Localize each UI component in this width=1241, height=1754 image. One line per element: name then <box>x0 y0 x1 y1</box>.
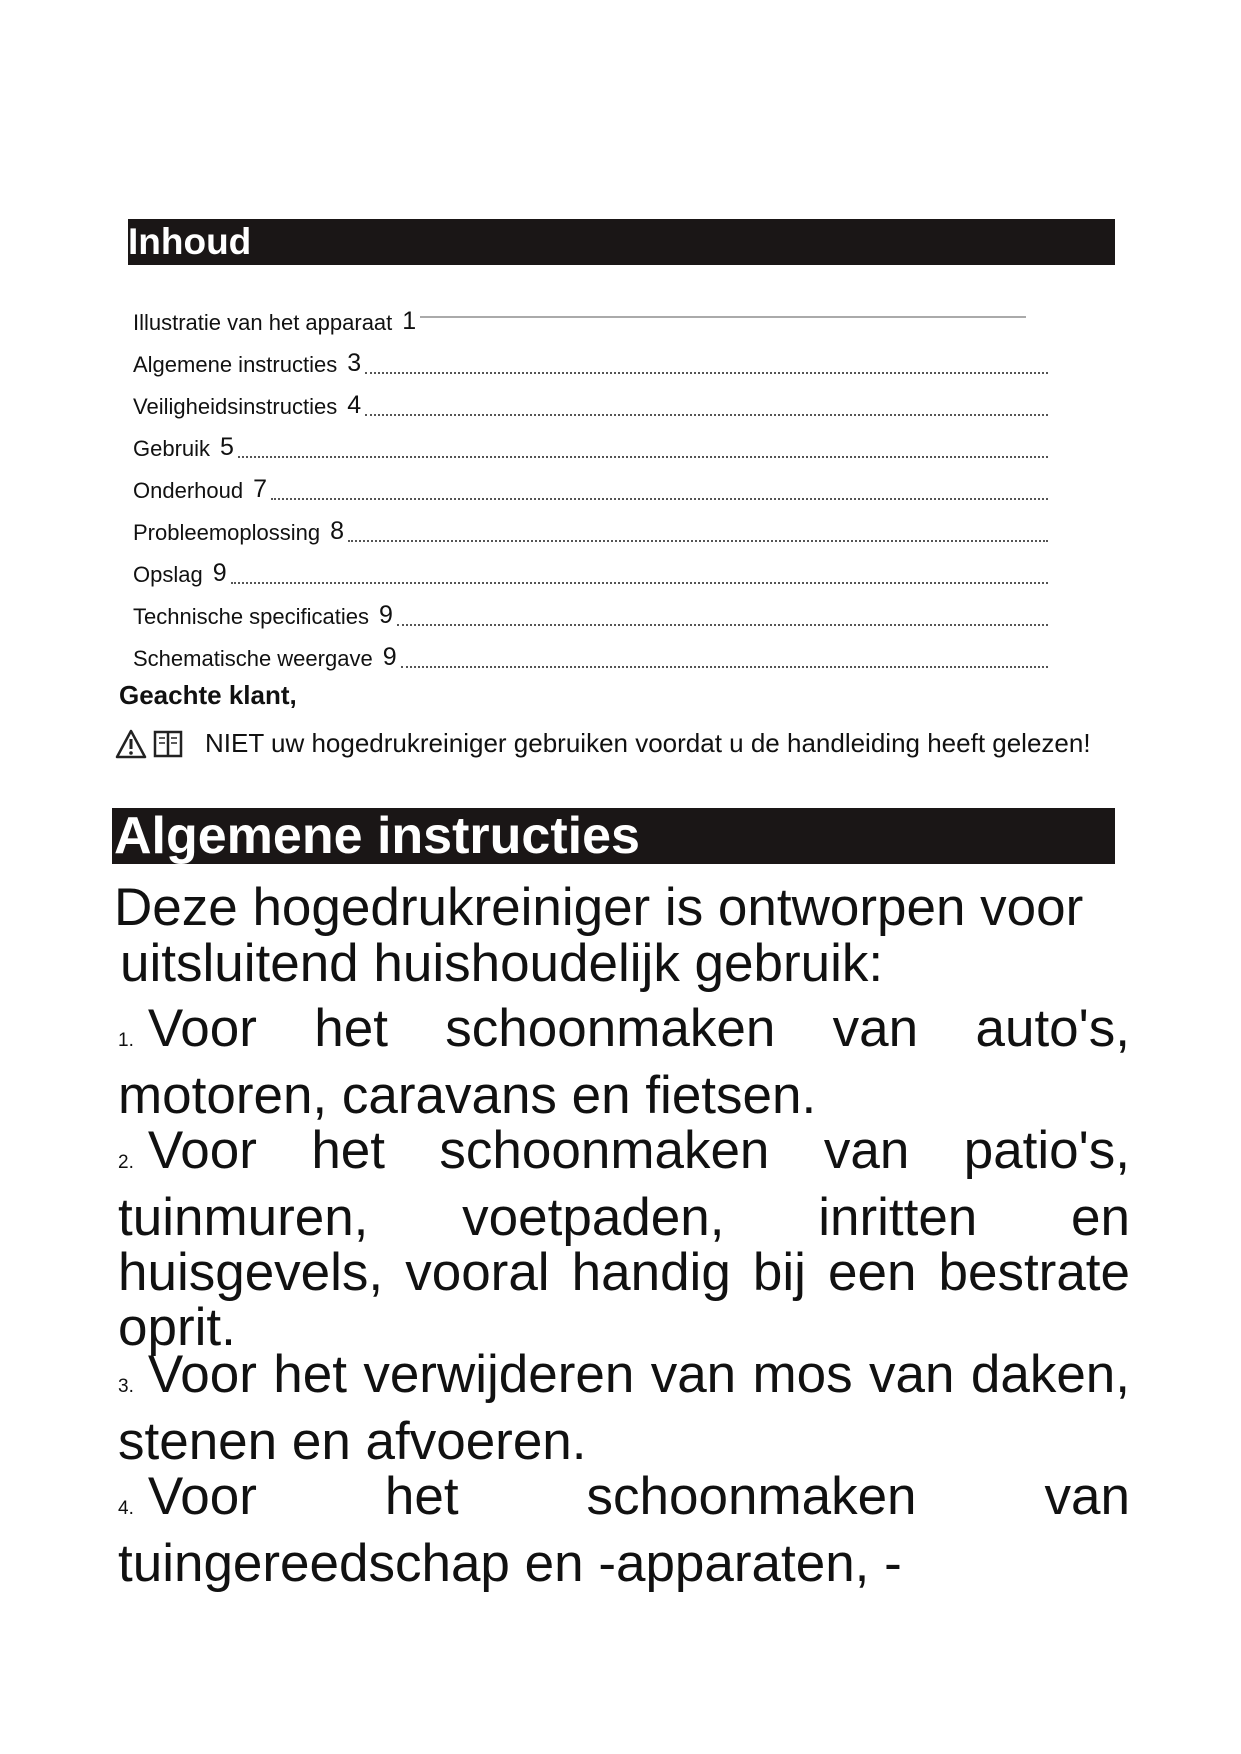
list-item <box>118 1123 1130 1355</box>
toc-entry[interactable] <box>133 378 1048 420</box>
toc-entry-label: Onderhoud <box>133 478 244 503</box>
table-of-contents <box>133 294 1048 672</box>
toc-entry[interactable] <box>133 588 1048 630</box>
toc-entry-label: Algemene instructies <box>133 352 338 377</box>
section-title: Algemene instructies <box>114 807 640 865</box>
toc-entry-page: 1 <box>402 307 417 335</box>
list-item <box>118 1001 1130 1123</box>
list-item <box>118 1347 1130 1469</box>
toc-entry-label: Opslag <box>133 562 203 587</box>
warning-notice <box>115 728 1091 759</box>
toc-entry[interactable] <box>133 630 1048 672</box>
toc-leader-line <box>238 456 1048 458</box>
toc-leader-line <box>365 414 1048 416</box>
toc-entry-label: Gebruik <box>133 436 211 461</box>
toc-entry-page: 5 <box>220 433 234 461</box>
toc-leader-line <box>397 624 1048 626</box>
list-item-number: 1. <box>118 1030 134 1051</box>
toc-entry[interactable] <box>133 294 1048 336</box>
toc-leader-line <box>365 372 1048 374</box>
toc-leader-line <box>231 582 1048 584</box>
toc-entry-label: Schematische weergave <box>133 646 373 671</box>
toc-entry-label: Illustratie van het apparaat <box>133 310 393 335</box>
toc-leader-line <box>401 666 1048 668</box>
general-instructions-header-bar <box>112 808 1115 864</box>
toc-entry-label: Technische specificaties <box>133 604 370 629</box>
toc-entry-label: Probleemoplossing <box>133 520 321 545</box>
list-item-number: 2. <box>118 1152 134 1173</box>
toc-entry[interactable] <box>133 546 1048 588</box>
warning-text: NIET uw hogedrukreiniger gebruiken voordat u de handleiding heeft gelezen! <box>205 728 1091 758</box>
list-item-number: 4. <box>118 1498 134 1519</box>
toc-entry-page: 7 <box>253 475 267 503</box>
toc-entry-page: 9 <box>382 643 397 671</box>
toc-leader-line <box>348 540 1048 542</box>
toc-entry-page: 9 <box>212 559 227 587</box>
toc-leader-line <box>271 498 1048 500</box>
list-item-text: Voor het schoonmaken van patio's, tuinmuren, voetpaden, inritten en huisgevels, vooral handig bij een bestrate oprit. <box>118 1121 1130 1357</box>
list-item-text: Voor het verwijderen van mos van daken, stenen en afvoeren. <box>118 1345 1130 1471</box>
list-item-text: Voor het schoonmaken van tuingereedschap en -apparaten, - <box>118 1467 1130 1593</box>
toc-entry[interactable] <box>133 420 1048 462</box>
list-item-number: 3. <box>118 1376 134 1397</box>
greeting: Geachte klant, <box>119 680 297 710</box>
toc-leader-line <box>420 316 1026 318</box>
toc-entry-page: 4 <box>347 391 362 419</box>
intro-paragraph <box>114 880 1144 992</box>
toc-entry[interactable] <box>133 504 1048 546</box>
intro-line: Deze hogedrukreiniger is ontworpen voor <box>114 878 1084 937</box>
toc-entry-page: 3 <box>347 349 362 377</box>
toc-entry[interactable] <box>133 462 1048 504</box>
intro-line: uitsluitend huishoudelijk gebruik: <box>120 934 884 993</box>
toc-title: Inhoud <box>128 221 252 262</box>
toc-entry-page: 9 <box>379 601 393 629</box>
warning-triangle-icon <box>115 729 147 759</box>
manual-book-icon <box>153 730 183 758</box>
toc-entry-page: 8 <box>330 517 345 545</box>
toc-entry[interactable] <box>133 336 1048 378</box>
list-item <box>118 1469 1130 1591</box>
toc-entry-label: Veiligheidsinstructies <box>133 394 338 419</box>
list-item-text: Voor het schoonmaken van auto's, motoren, caravans en fietsen. <box>118 999 1130 1125</box>
toc-header-bar <box>128 219 1115 265</box>
